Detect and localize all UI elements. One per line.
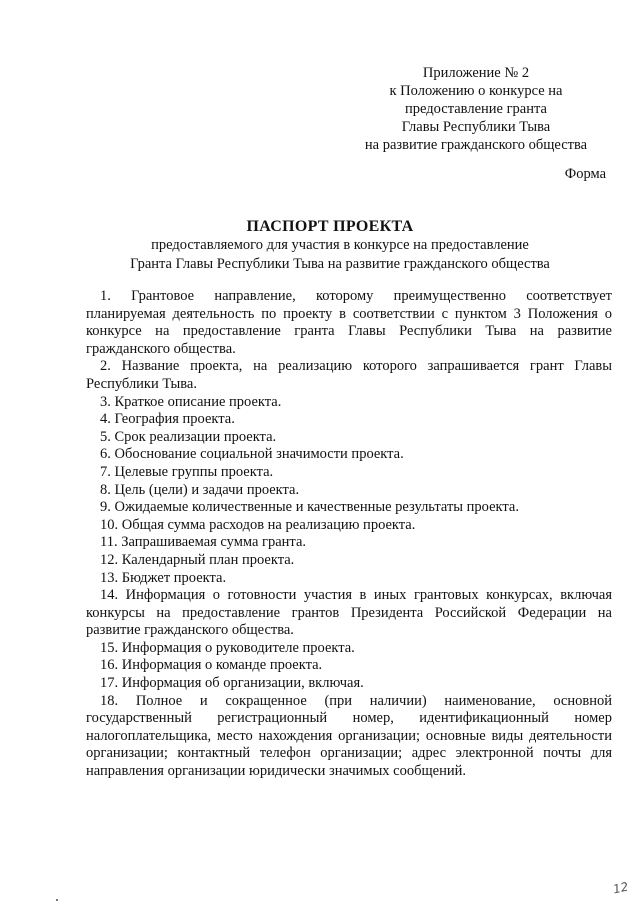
subtitle-line: Гранта Главы Республики Тыва на развитие гражданского общества <box>130 256 550 272</box>
appendix-line: Главы Республики Тыва <box>401 119 551 135</box>
list-item: 1. Грантовое направление, которому преимущественно соответствует планируемая деятельность по проекту в соответствии с пунктом 3 Положения о конкурсе на предоставление гранта Главы Республики Тыва на развитие гражданского общества. <box>86 288 612 357</box>
appendix-line: предоставление гранта <box>405 101 547 117</box>
subtitle-line: предоставляемого для участия в конкурсе на предоставление <box>151 237 529 253</box>
list-item: 15. Информация о руководителе проекта. <box>100 639 355 656</box>
list-item: 11. Запрашиваемая сумма гранта. <box>100 534 307 551</box>
list-item: 13. Бюджет проекта. <box>100 569 227 586</box>
list-item: 9. Ожидаемые количественные и качественные результаты проекта. <box>100 499 519 516</box>
list-item: 8. Цель (цели) и задачи проекта. <box>100 481 300 498</box>
appendix-line: на развитие гражданского общества <box>364 137 588 153</box>
list-item: 17. Информация об организации, включая. <box>100 675 364 692</box>
list-item: 18. Полное и сокращенное (при наличии) наименование, основной государственный регистрационный номер, идентификационный номер налогоплательщика, место нахождения организации; основные виды деятельности организации; контактный телефон организации; адрес электронной почты для направления организации юридически значимых сообщений. <box>86 692 612 780</box>
document-title: ПАСПОРТ ПРОЕКТА <box>246 218 414 235</box>
page-number: 12 <box>611 879 630 897</box>
document-subtitle <box>0 236 640 274</box>
appendix-line: Приложение № 2 <box>422 65 530 81</box>
list-item: 7. Целевые группы проекта. <box>100 463 274 480</box>
form-label: Форма <box>564 166 606 182</box>
list-item: 3. Краткое описание проекта. <box>100 393 282 410</box>
list-item: 6. Обоснование социальной значимости проекта. <box>100 446 404 463</box>
passport-items-list <box>86 288 612 781</box>
appendix-line: к Положению о конкурсе на <box>389 83 563 99</box>
list-item: 2. Название проекта, на реализацию которого запрашивается грант Главы Республики Тыва. <box>86 358 612 392</box>
list-item: 14. Информация о готовности участия в иных грантовых конкурсах, включая конкурсы на предоставление грантов Президента Российской Федерации на развитие гражданского общества. <box>86 587 612 639</box>
appendix-header <box>346 64 606 154</box>
scan-speck <box>56 899 58 901</box>
list-item: 16. Информация о команде проекта. <box>100 657 323 674</box>
list-item: 12. Календарный план проекта. <box>100 551 295 568</box>
list-item: 10. Общая сумма расходов на реализацию проекта. <box>100 516 416 533</box>
list-item: 5. Срок реализации проекта. <box>100 428 277 445</box>
list-item: 4. География проекта. <box>100 411 235 428</box>
